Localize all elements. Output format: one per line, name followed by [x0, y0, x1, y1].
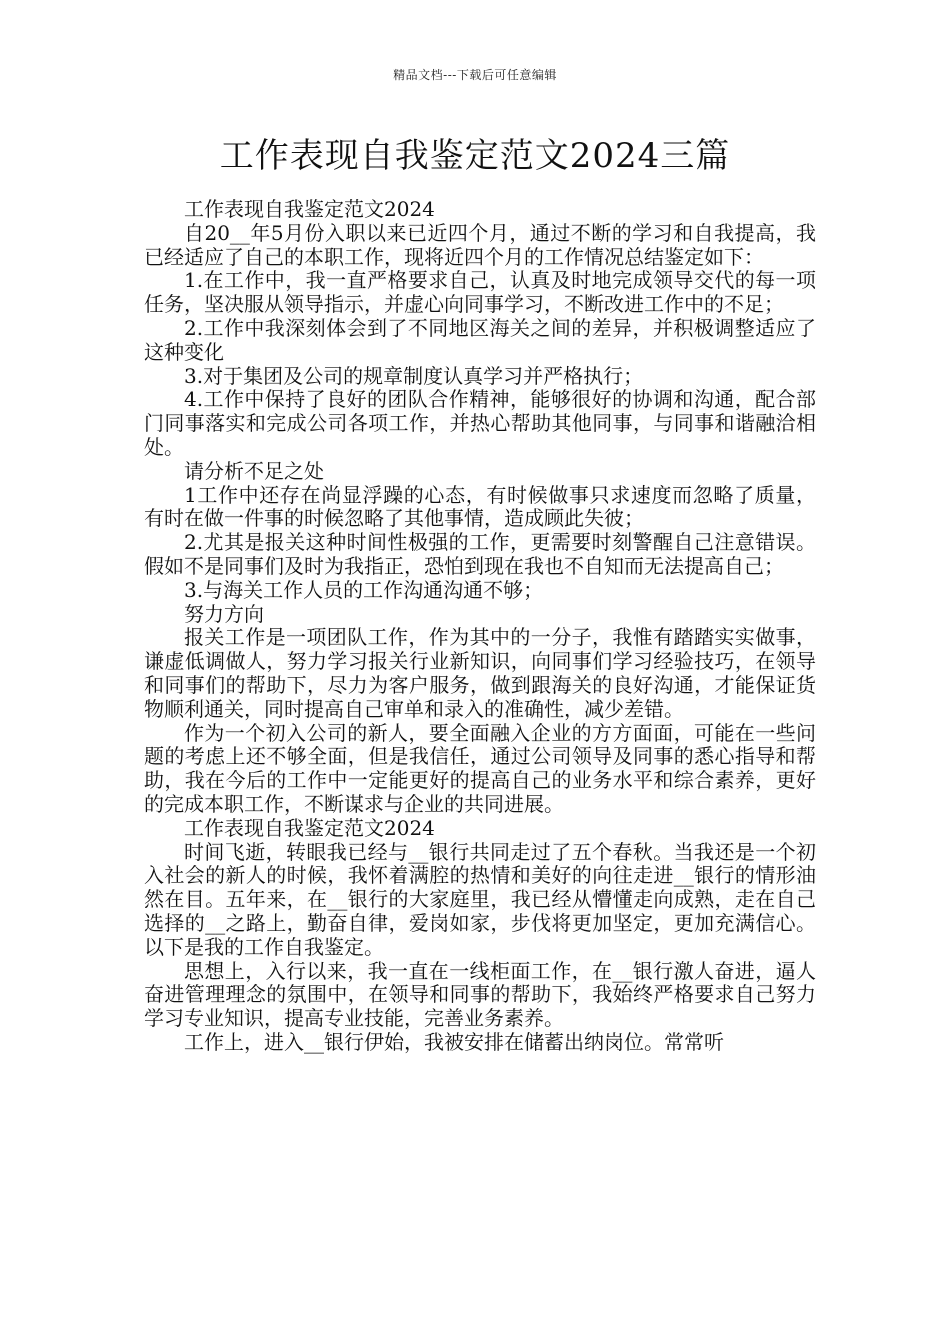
paragraph-intro: 自20__年5月份入职以来已近四个月，通过不断的学习和自我提高，我已经适应了自己的本职工作，现将近四个月的工作情况总结鉴定如下：: [144, 220, 816, 269]
subheading-direction: 努力方向: [184, 601, 264, 626]
list-item: 1.在工作中，我一直严格要求自己，认真及时地完成领导交代的每一项任务，坚决服从领导指示，并虚心向同事学习，不断改进工作中的不足；: [144, 268, 816, 317]
list-item: 2.工作中我深刻体会到了不同地区海关之间的差异，并积极调整适应了这种变化: [144, 315, 816, 364]
list-item: 3.与海关工作人员的工作沟通沟通不够；: [184, 577, 544, 602]
section-heading-1: 工作表现自我鉴定范文2024: [184, 197, 435, 221]
paragraph: 作为一个初入公司的新人，要全面融入企业的方方面面，可能在一些问题的考虑上还不够全面，但是我信任，通过公司领导及同事的悉心指导和帮助，我在今后的工作中一定能更好的提高自己的业务水平和综合素养，更好的完成本职工作，不断谋求与企业的共同进展。: [144, 720, 816, 816]
header-note: 精品文档---下载后可任意编辑: [393, 68, 557, 82]
paragraph: 时间飞逝，转眼我已经与__银行共同走过了五个春秋。当我还是一个初入社会的新人的时候，我怀着满腔的热情和美好的向往走进__银行的情形油然在目。五年来，在__银行的大家庭里，我已经从懵懂走向成熟，走在自己选择的__之路上，勤奋自律，爱岗如家，步伐将更加坚定，更加充满信心。以下是我的工作自我鉴定。: [144, 839, 816, 959]
subheading-shortcomings: 请分析不足之处: [184, 458, 324, 483]
document-body: [144, 198, 816, 1055]
paragraph: 思想上，入行以来，我一直在一线柜面工作，在__银行激人奋进，逼人奋进管理理念的氛围中，在领导和同事的帮助下，我始终严格要求自己努力学习专业知识，提高专业技能，完善业务素养。: [144, 958, 816, 1031]
list-item: 2.尤其是报关这种时间性极强的工作，更需要时刻警醒自己注意错误。假如不是同事们及时为我指正，恐怕到现在我也不自知而无法提高自己；: [144, 530, 816, 578]
document-title: 工作表现自我鉴定范文2024三篇: [219, 136, 731, 176]
paragraph: 工作上，进入__银行伊始，我被安排在储蓄出纳岗位。常常听: [184, 1029, 724, 1054]
section-heading-2: 工作表现自我鉴定范文2024: [184, 815, 435, 840]
paragraph: 报关工作是一项团队工作，作为其中的一分子，我惟有踏踏实实做事，谦虚低调做人，努力学习报关行业新知识，向同事们学习经验技巧，在领导和同事们的帮助下，尽力为客户服务，做到跟海关的良好沟通，才能保证货物顺利通关，同时提高自己审单和录入的准确性，减少差错。: [144, 625, 816, 721]
list-item: 4.工作中保持了良好的团队合作精神，能够很好的协调和沟通，配合部门同事落实和完成公司各项工作，并热心帮助其他同事，与同事和谐融洽相处。: [144, 387, 816, 459]
list-item: 3.对于集团及公司的规章制度认真学习并严格执行；: [184, 363, 644, 388]
list-item: 1工作中还存在尚显浮躁的心态，有时候做事只求速度而忽略了质量，有时在做一件事的时候忽略了其他事情，造成顾此失彼；: [144, 482, 816, 531]
